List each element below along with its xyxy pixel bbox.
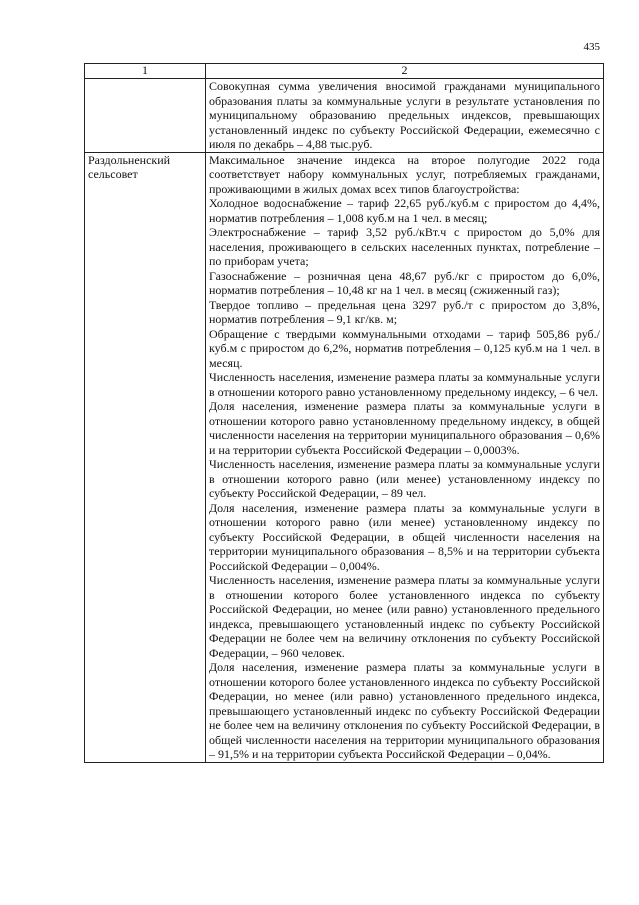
header-col-1: 1 [85, 64, 206, 79]
row2-col1 [85, 152, 206, 762]
paragraph: Численность населения, изменение размера платы за коммунальные услуги в отношении которого равно (или менее) установленному индексу по субъекту Российской Федерации, – 89 чел. [209, 457, 600, 500]
paragraph: Доля населения, изменение размера платы за коммунальные услуги в отношении которого равно установленному предельному индексу, в общей численности населения на территории муниципального образования – 0,6% и на территории субъекта Российской Федерации – 0,0003%. [209, 399, 600, 457]
page-number: 435 [583, 41, 600, 53]
paragraph: Доля населения, изменение размера платы за коммунальные услуги в отношении которого более установленного индекса по субъекту Российской Федерации, но менее (или равно) установленного предельного индекса, превышающего установленный индекс по субъекту Российской Федерации не более чем на величину отклонения по субъекту Российской Федерации, в общей численности населения на территории муниципального образования – 91,5% и на территории субъекта Российской Федерации – 0,04%. [209, 660, 600, 761]
paragraph: Численность населения, изменение размера платы за коммунальные услуги в отношении которого равно установленному предельному индексу, – 6 чел. [209, 370, 600, 399]
table-header-row [85, 64, 604, 79]
paragraph: Газоснабжение – розничная цена 48,67 руб./кг с приростом до 6,0%, норматив потребления – 10,48 кг на 1 чел. в месяц (сжиженный газ); [209, 268, 600, 297]
table-row [85, 152, 604, 762]
paragraph: Твердое топливо – предельная цена 3297 руб./т с приростом до 3,8%, норматив потребления – 9,1 кг/кв. м; [209, 297, 600, 326]
header-col-2: 2 [206, 64, 604, 79]
settlement-name-line: сельсовет [88, 167, 138, 181]
paragraph: Доля населения, изменение размера платы за коммунальные услуги в отношении которого равно (или менее) установленному индексу по субъекту Российской Федерации, в общей численности населения на территории муниципального образования – 8,5% и на территории субъекта Российской Федерации – 0,004%. [209, 500, 600, 573]
settlement-name-line: Раздольненский [88, 152, 171, 167]
row2-col2 [206, 152, 604, 762]
paragraph: Электроснабжение – тариф 3,52 руб./кВт.ч с приростом до 5,0% для населения, проживающего в сельских населенных пунктах, потребление – по приборам учета; [209, 225, 600, 268]
table-row [85, 79, 604, 153]
paragraph: Совокупная сумма увеличения вносимой гражданами муниципального образования платы за коммунальные услуги в результате установления по муниципальному образованию предельных индексов, превышающих установленный индекс по субъекту Российской Федерации, ежемесячно с июля по декабрь – 4,88 тыс.руб. [209, 79, 600, 151]
paragraph: Численность населения, изменение размера платы за коммунальные услуги в отношении которого более установленного индекса по субъекту Российской Федерации, но менее (или равно) установленного предельного индекса, превышающего установленный индекс по субъекту Российской Федерации не более чем на величину отклонения по субъекту Российской Федерации, – 960 человек. [209, 573, 600, 660]
paragraph: Максимальное значение индекса на второе полугодие 2022 года соответствует набору коммунальных услуг, потребляемых гражданами, проживающими в жилых домах всех типов благоустройства: [209, 152, 600, 196]
paragraph: Обращение с твердыми коммунальными отходами – тариф 505,86 руб./куб.м с приростом до 6,2%, норматив потребления – 0,125 куб.м на 1 чел. в месяц. [209, 326, 600, 370]
row1-col1 [85, 79, 206, 153]
row1-col2 [206, 79, 604, 153]
document-table [84, 63, 604, 763]
paragraph: Холодное водоснабжение – тариф 22,65 руб./куб.м с приростом до 4,4%, норматив потребления – 1,008 куб.м на 1 чел. в месяц; [209, 196, 600, 225]
